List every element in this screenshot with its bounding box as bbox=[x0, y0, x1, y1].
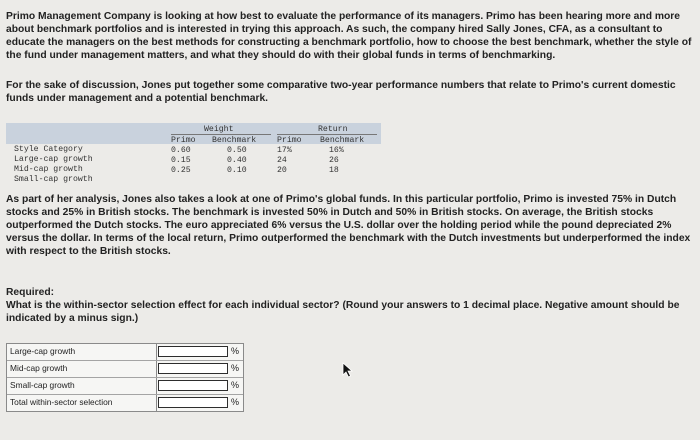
answer-row-mid-cap bbox=[7, 360, 243, 377]
answer-row-label: Total within-sector selection bbox=[10, 397, 113, 407]
weight-underline bbox=[171, 134, 271, 135]
table-row-weight-benchmark: 0.10 bbox=[227, 166, 247, 175]
answer-row-small-cap bbox=[7, 377, 243, 394]
table-row-category: Small-cap growth bbox=[14, 175, 93, 184]
column-header-weight-primo: Primo bbox=[171, 136, 196, 145]
table-row-return-primo: 17% bbox=[277, 146, 292, 155]
return-group-header: Return bbox=[318, 125, 348, 134]
required-question: What is the within-sector selection effect for each individual sector? bbox=[6, 300, 340, 311]
mouse-pointer-icon bbox=[342, 362, 354, 383]
required-label: Required: bbox=[6, 287, 55, 298]
table-row-weight-benchmark: 0.50 bbox=[227, 146, 247, 155]
percent-unit: % bbox=[231, 363, 240, 373]
column-header-style-category: Style Category bbox=[14, 145, 83, 154]
table-row-category: Large-cap growth bbox=[14, 155, 93, 164]
table-row-return-primo: 20 bbox=[277, 166, 287, 175]
table-row-weight-primo: 0.15 bbox=[171, 156, 191, 165]
table-row-return-benchmark: 26 bbox=[329, 156, 339, 165]
discussion-paragraph: For the sake of discussion, Jones put together some comparative two-year performance numbers that relate to Primo's current domestic funds under management and a potential benchmark. bbox=[6, 80, 676, 104]
weight-group-header: Weight bbox=[204, 125, 234, 134]
answer-row-large-cap bbox=[7, 344, 243, 360]
table-row-return-benchmark: 16% bbox=[329, 146, 344, 155]
percent-unit: % bbox=[231, 380, 240, 390]
answer-table bbox=[6, 343, 244, 412]
answer-row-label: Mid-cap growth bbox=[10, 363, 68, 373]
column-header-weight-benchmark: Benchmark bbox=[212, 136, 257, 145]
required-section bbox=[6, 286, 692, 325]
total-selection-answer-input[interactable] bbox=[158, 397, 228, 408]
answer-row-total bbox=[7, 394, 243, 411]
column-header-return-benchmark: Benchmark bbox=[320, 136, 365, 145]
large-cap-answer-input[interactable] bbox=[158, 346, 228, 357]
table-row-weight-primo: 0.60 bbox=[171, 146, 191, 155]
percent-unit: % bbox=[231, 346, 240, 356]
table-row-weight-benchmark: 0.40 bbox=[227, 156, 247, 165]
required-instruction: (Round your answers to 1 decimal place. Negative amount should be indicated by a minus sign.) bbox=[6, 300, 680, 324]
small-cap-answer-input[interactable] bbox=[158, 380, 228, 391]
answer-row-label: Large-cap growth bbox=[10, 346, 76, 356]
percent-unit: % bbox=[231, 397, 240, 407]
global-fund-paragraph: As part of her analysis, Jones also takes a look at one of Primo's global funds. In this particular portfolio, Primo is invested 75% in Dutch stocks and 25% in British stocks. The benchmark is invested 50% in Dutch and 50% in British stocks. On average, the British stocks outperformed the Dutch stocks. The euro appreciated 6% versus the U.S. dollar over the holding period while the pound depreciated 2% versus the dollar. In terms of the local return, Primo outperformed the benchmark with the Dutch investments but underperformed the index with respect to the British stocks. bbox=[6, 194, 691, 257]
table-row-return-primo: 24 bbox=[277, 156, 287, 165]
intro-paragraph: Primo Management Company is looking at how best to evaluate the performance of its managers. Primo has been hearing more and more about benchmark portfolios and is interested in trying this approach. As such, the company hired Sally Jones, CFA, as a consultant to educate the managers on the best methods for constructing a benchmark portfolio, how to choose the best benchmark, whether the style of the fund under management matters, and what they should do with their global funds in terms of benchmarking. bbox=[6, 11, 692, 61]
answer-row-label: Small-cap growth bbox=[10, 380, 75, 390]
mid-cap-answer-input[interactable] bbox=[158, 363, 228, 374]
return-underline bbox=[277, 134, 377, 135]
column-header-return-primo: Primo bbox=[277, 136, 302, 145]
table-row-category: Mid-cap growth bbox=[14, 165, 83, 174]
table-row-weight-primo: 0.25 bbox=[171, 166, 191, 175]
table-row-return-benchmark: 18 bbox=[329, 166, 339, 175]
